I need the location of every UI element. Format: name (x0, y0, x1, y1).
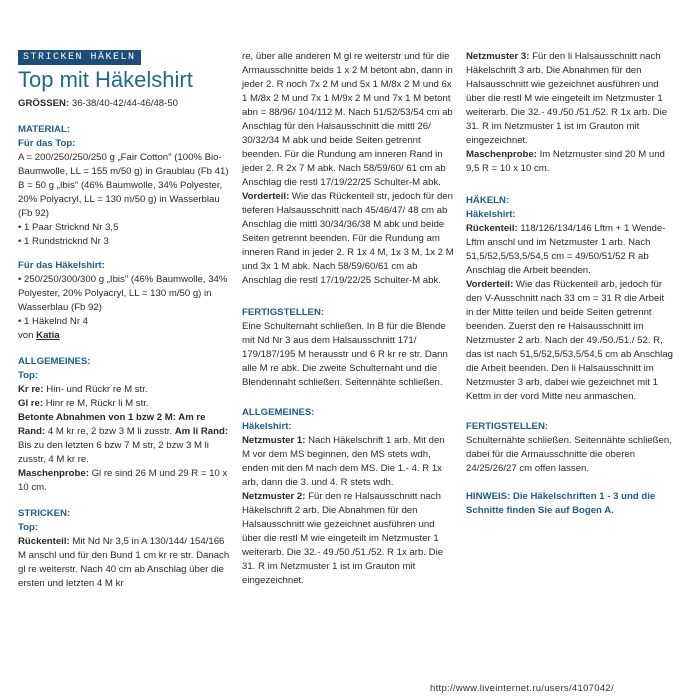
back-piece-text: Mit Nd Nr 3,5 in A 130/144/ 154/166 M anschl und für den Bund 1 cm kr re str. Danach gl re weiterstr. Nach 40 cm ab Anschlag über die ersten und letzten 4 M kr (18, 536, 230, 589)
shirt-front-label: Vorderteil: (466, 279, 514, 290)
gl-re-line (18, 397, 230, 411)
knitting-heading: STRICKEN: (18, 508, 71, 519)
am-li-text: Bis zu den letzten 6 bzw 7 M str, 2 bzw 3 M li zusstr, 4 M kr re. (18, 440, 209, 465)
kr-re-text: Hin- und Rückr re M str. (43, 384, 148, 395)
material-circular-needle: • 1 Rundstricknd Nr 3 (18, 236, 109, 247)
material-crochet-hook: • 1 Häkelnd Nr 4 (18, 316, 89, 327)
shirt-material-heading: Für das Häkelshirt: (18, 260, 105, 271)
supplier-line (18, 329, 230, 343)
net-pattern-1-text: Nach Häkelschrift 1 arb. Mit den M vor dem MS beginnen, den MS stets wdh, enden mit den M nach dem MS. Die 1.- 4. R 1x arb, dann die 3. und 4. R stets wdh. (242, 435, 445, 488)
shirt-back-label: Rückenteil: (466, 223, 518, 234)
shirt-finishing-text: Schulternähte schließen. Seitennähte schließen, dabei für die Armausschnitte die oberen 24/25/26/27 cm offen lassen. (466, 435, 672, 474)
shirt-subheading: Häkelshirt: (242, 421, 292, 432)
front-piece-instructions (242, 190, 454, 288)
gauge-label: Maschenprobe: (18, 468, 89, 479)
hint-note: HINWEIS: Die Häkelschriften 1 - 3 und die Schnitte finden Sie auf Bogen A. (466, 491, 656, 516)
kr-re-label: Kr re: (18, 384, 44, 395)
gl-re-label: Gl re: (18, 398, 44, 409)
finishing-text: Eine Schulternaht schließen. In B für die Blende mit Nd Nr 3 aus dem Halsausschnitt 171/ 179/187/195 M herausstr und 6 R kr re str. Dann alle M re abk. Die zweite Schulternaht und die Blendennaht schließen. Seitennähte schließen. (242, 321, 448, 388)
top-material-heading: Für das Top: (18, 138, 76, 149)
net-pattern-3-label: Netzmuster 3: (466, 51, 530, 62)
crochet-heading: HÄKELN: (466, 195, 510, 206)
gauge-line (18, 467, 230, 495)
gauge-text: Gl re sind 26 M und 29 R = 10 x 10 cm. (18, 468, 228, 493)
shirt-back-text: 118/126/134/146 Lftm + 1 Wende-Lftm anschl und im Netzmuster 1 arb. Nach 51,5/52,5/53,5/54,5 cm = 49/50/51/52 R ab Anschlag die Arbeit beenden. (466, 223, 666, 276)
shirt-finishing-heading: FERTIGSTELLEN: (466, 421, 549, 432)
material-ibis: • 250/250/300/300 g „Ibis" (46% Baumwolle, 34% Polyester, 20% Polyacryl, LL = 130 m/50 g) in Wasserblau (Fb 92) (18, 274, 228, 313)
material-heading: MATERIAL: (18, 124, 71, 135)
back-piece-label: Rückenteil: (18, 536, 70, 547)
material-needles: • 1 Paar Stricknd Nr 3,5 (18, 222, 119, 233)
page-title: Top mit Häkelshirt (18, 67, 193, 92)
supplier-prefix: von (18, 330, 37, 341)
net-pattern-1 (242, 434, 454, 490)
column-left (18, 50, 230, 591)
finishing-heading: FERTIGSTELLEN: (242, 307, 325, 318)
top-subheading: Top: (18, 370, 39, 381)
column-right (466, 50, 674, 518)
shirt-gauge (466, 148, 674, 176)
shirt-gauge-label: Maschenprobe: (466, 149, 537, 160)
net-pattern-2-text: Für den re Halsausschnitt nach Häkelschrift 2 arb. Die Abnahmen für den Halsausschnitt wie gezeichnet ausführen und über die restl M wie eingeteilt im Netzmuster 1 weiterarb. Die 32.- 49./50./51./52. R 1x arb. Die 31. R im Netzmuster 1 ist im Grauton mit eingezeichnet. (242, 491, 444, 586)
net-pattern-2 (242, 490, 454, 588)
betonte-abnahmen (18, 411, 230, 467)
sizes-line (18, 97, 230, 111)
material-b: B = 50 g „Ibis" (46% Baumwolle, 34% Polyester, 20% Polyacryl, LL = 130 m/50 g) in Wasserblau (Fb 92) (18, 180, 223, 219)
shirt-gauge-text: Im Netzmuster sind 20 M und 9,5 R = 10 x 10 cm. (466, 149, 665, 174)
net-pattern-3 (466, 50, 674, 148)
am-li-label: Am li Rand: (174, 426, 229, 437)
net-pattern-3-text: Für den li Halsausschnitt nach Häkelschrift 3 arb. Die Abnahmen für den Halsausschnitt wie gezeichnet ausführen und über die restl M wie eingeteilt im Netzmuster 1 weiterarb. Die 32.- 49./50./51./52. R 1x arb. Die 31. R im Netzmuster 1 ist im Grauton mit eingezeichnet. (466, 51, 668, 146)
sizes-label: GRÖSSEN: (18, 98, 70, 109)
front-piece-label: Vorderteil: (242, 191, 290, 202)
betonte-text: 4 M kr re, 2 bzw 3 M li zusstr. (45, 426, 173, 437)
shirt-back-piece (466, 222, 674, 278)
kr-re-line (18, 383, 230, 397)
brand-name: Katia (36, 330, 60, 341)
back-piece-instructions (18, 535, 230, 591)
net-pattern-2-label: Netzmuster 2: (242, 491, 306, 502)
shirt-front-piece (466, 278, 674, 404)
betonte-label: Betonte Abnahmen von 1 bzw 2 M: Am re Rand: (18, 412, 206, 437)
general-heading: ALLGEMEINES: (18, 356, 91, 367)
general-heading-shirt: ALLGEMEINES: (242, 407, 315, 418)
gl-re-text: Hinr re M, Rückr li M str. (43, 398, 149, 409)
back-piece-continued: re, über alle anderen M gl re weiterstr und für die Armausschnitte beids 1 x 2 M betont abn, dann in jeder 2. R noch 7x 2 M und 5x 1 M/8x 2 M und 6x 1 M/8x 2 M und 7x 1 M/9x 2 M und 7x 1 M betont abn = 88/96/ 104/112 M. Nach 51/52/53/54 cm ab Anschlag für den Halsausschnitt die mittl 26/ 30/32/34 M abk und beide Seiten getrennt beenden. Für die Rundung am inneren Rand in jeder 2. R 2x 7 M abk. Nach 58/59/60/ 61 cm ab Anschlag die restl 17/19/22/25 Schulter-M abk. (242, 51, 453, 188)
column-middle (242, 50, 454, 588)
net-pattern-1-label: Netzmuster 1: (242, 435, 306, 446)
shirt-front-text: Wie das Rückenteil arb, jedoch für den V-Ausschnitt nach 33 cm = 31 R die Arbeit in der Mitte teilen und beide Seiten getrennt beenden. Zuerst den re Halsausschnitt im Netzmuster 2 arb. Nach der 49./50./51./ 52. R, das ist nach 51,5/52,5/53,5/54,5 cm ab Anschlag die Arbeit beenden. Den li Halsausschnitt im Netzmuster 3 arb, dabei wie gezeichnet mit 1 Kettm in der vord Mitte neu anmaschen. (466, 279, 673, 402)
material-a: A = 200/250/250/250 g „Fair Cotton" (100% Bio-Baumwolle, LL = 155 m/50 g) in Graublau (Fb 41) (18, 152, 229, 177)
sizes-value: 36-38/40-42/44-46/48-50 (69, 98, 178, 109)
shirt-subheading-2: Häkelshirt: (466, 209, 516, 220)
section-tag: STRICKEN HÄKELN (18, 50, 141, 65)
front-piece-text: Wie das Rückenteil str, jedoch für den tieferen Halsausschnitt nach 45/46/47/ 48 cm ab Anschlag die mittl 30/34/36/38 M abk und beide Seiten getrennt beenden. Für die Rundung am inneren Rand in jeder 2. R 1x 4 M, 1x 3 M, 1x 2 M und 3x 1 M abk. Nach 58/59/60/61 cm ab Anschlag die restl 17/19/22/25 Schulter-M abk. (242, 191, 454, 286)
source-url[interactable]: http://www.liveinternet.ru/users/4107042/ (430, 683, 614, 694)
top-subheading-2: Top: (18, 522, 39, 533)
